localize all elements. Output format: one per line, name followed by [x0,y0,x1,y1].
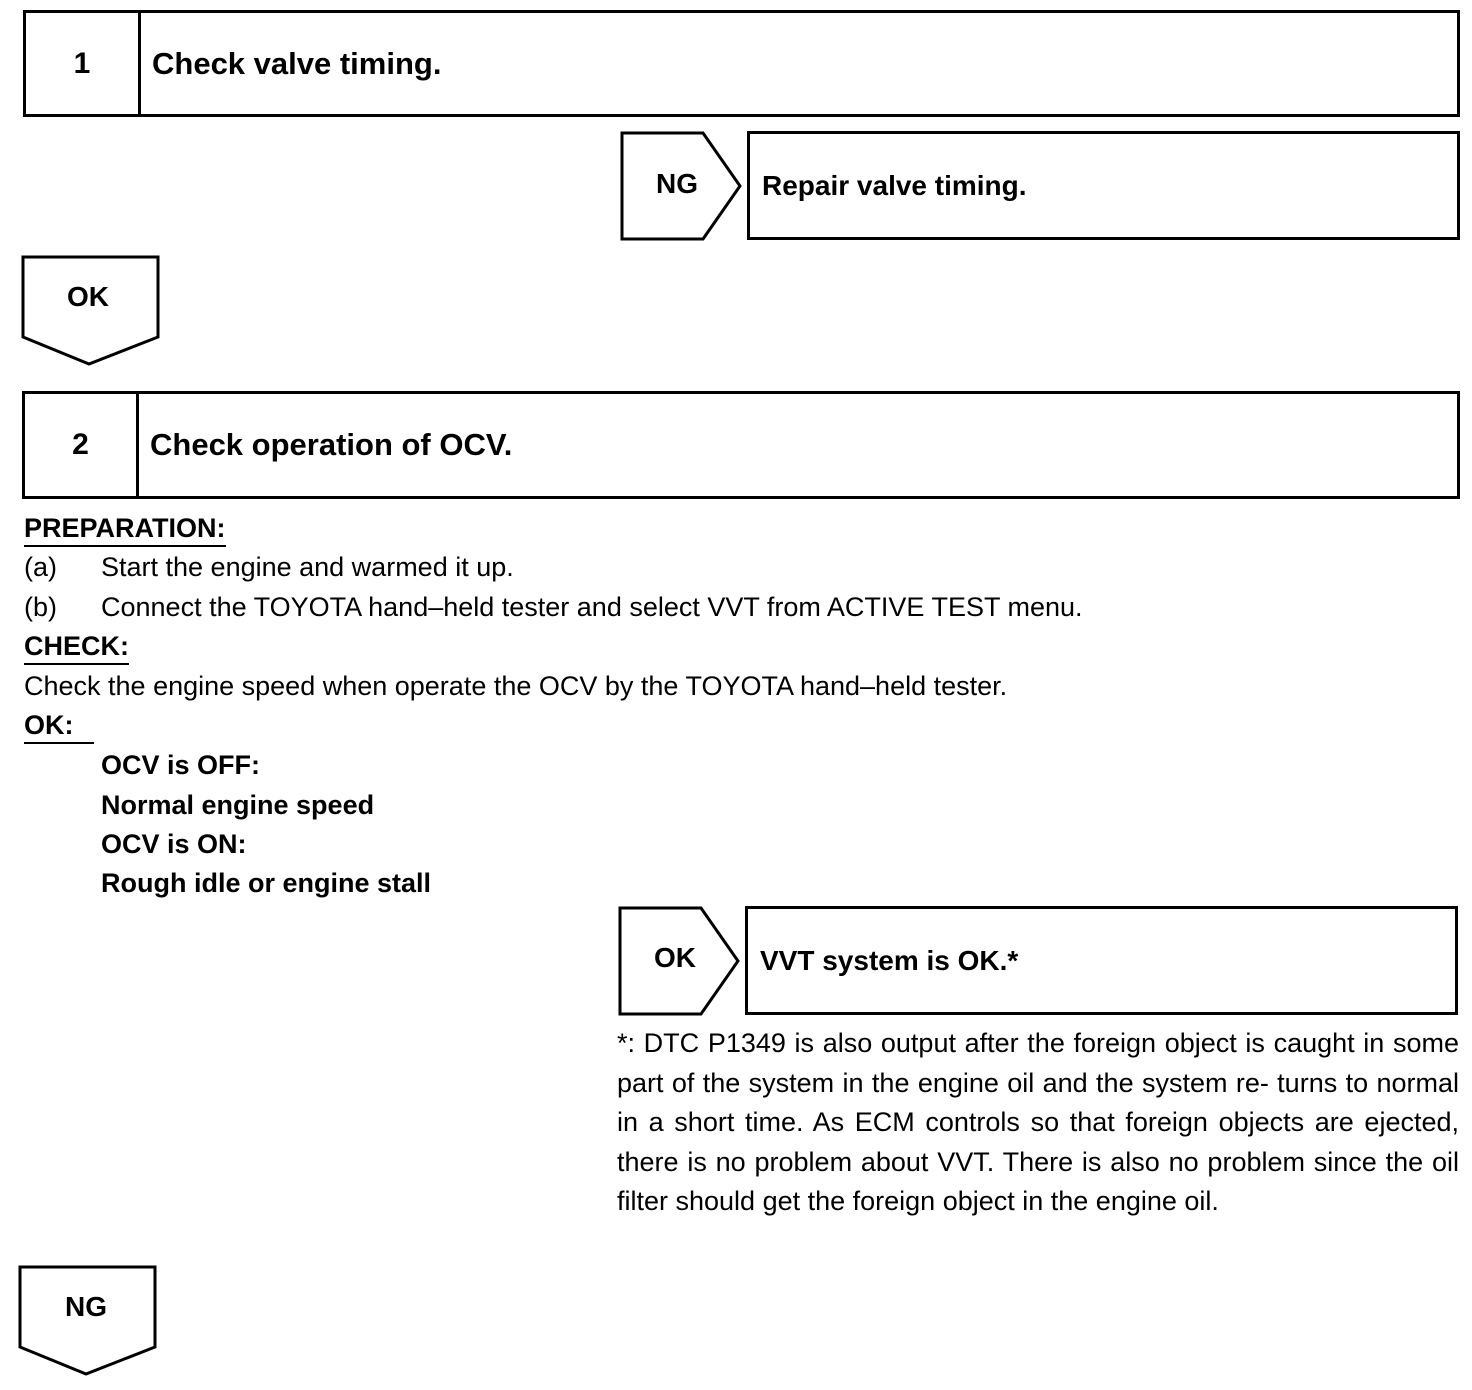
preparation-item-b-text: Connect the TOYOTA hand–held tester and select VVT from ACTIVE TEST menu. [101,592,1083,622]
ok-spec-line-2: Normal engine speed [101,790,375,820]
step-2-ok-result-box: VVT system is OK.* [745,906,1458,1015]
step-2-box [22,391,1460,499]
step-1-ng-tag-label: NG [656,168,698,199]
step-1-ng-result-box: Repair valve timing. [747,131,1460,240]
ok-spec-heading: OK: [24,708,94,744]
preparation-heading: PREPARATION: [24,511,226,547]
ok-spec-line-4: Rough idle or engine stall [101,868,432,898]
ok-spec-line-3: OCV is ON: [101,829,247,859]
step-1-box [23,10,1460,117]
ok-spec-line-1: OCV is OFF: [101,750,261,780]
preparation-item-a-marker: (a) [24,552,57,582]
step-2-ng-tag-label: NG [65,1291,107,1322]
footnote-text: *: DTC P1349 is also output after the foreign object is caught in some part of the system in the engine oil and the system re- turns to normal in a short time. As ECM controls so that foreign objects are ejected, there is no problem about VVT. There is also no problem since the oil filter should get the foreign object in the engine oil. [617,1028,1459,1216]
preparation-item-b-marker: (b) [24,592,57,622]
step-1-ok-tag-label: OK [67,281,109,312]
step-2-number: 2 [25,394,139,496]
check-heading: CHECK: [24,629,129,665]
preparation-item-a-text: Start the engine and warmed it up. [101,552,514,582]
step-2-ok-tag-label: OK [654,942,696,973]
check-text: Check the engine speed when operate the OCV by the TOYOTA hand–held tester. [24,671,1008,701]
step-1-title: Check valve timing. [152,45,442,81]
step-2-title: Check operation of OCV. [150,427,513,462]
step-1-number: 1 [26,13,141,114]
